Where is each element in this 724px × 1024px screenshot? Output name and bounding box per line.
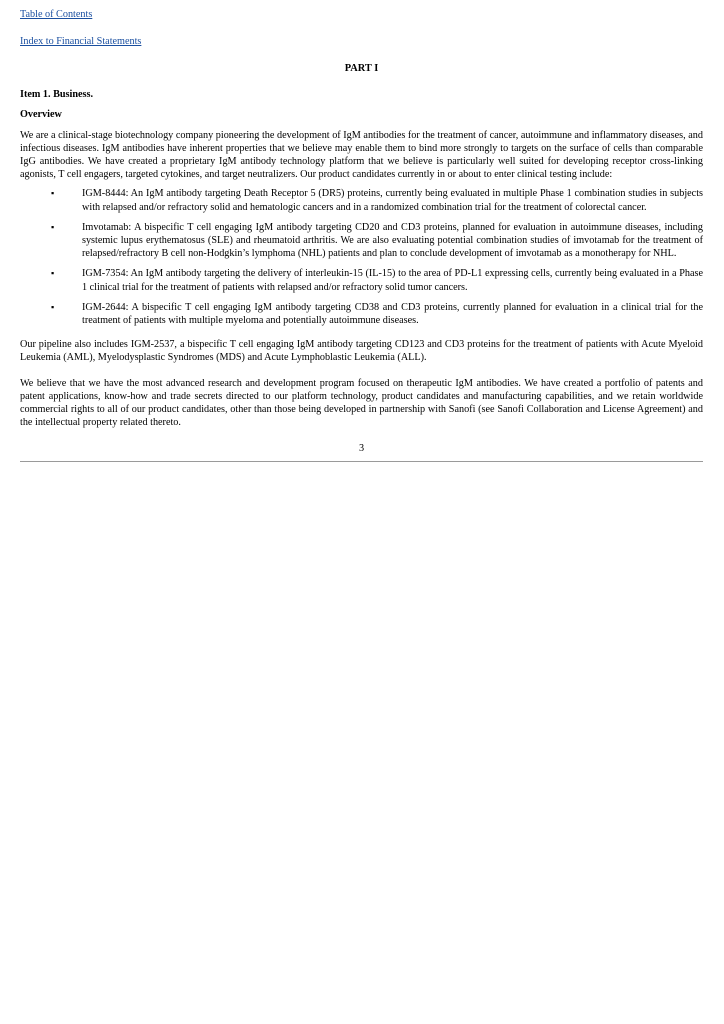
bullet-icon: ▪ — [51, 221, 55, 232]
page-number: 3 — [358, 443, 365, 455]
list-item — [20, 187, 703, 213]
ip-paragraph: We believe that we have the most advanced research and development program focused on therapeutic IgM antibodies. We have created a portfolio of patents and patent applications, know-how and trade secrets directed to our platform technology, product candidates and manufacturing capabilities, and we retain worldwide commercial rights to all of our product candidates, other than those being developed in partnership with Sanofi (see Sanofi Collaboration and License Agreement) and the intellectual property related thereto. — [20, 377, 703, 429]
candidate-text: IGM-2644: A bispecific T cell engaging IgM antibody targeting CD38 and CD3 proteins, currently planned for evaluation in a clinical trial for the treatment of patients with multiple myeloma and potentially autoimmune diseases. — [82, 301, 703, 327]
list-item — [20, 267, 703, 293]
candidate-text: IGM-7354: An IgM antibody targeting the delivery of interleukin-15 (IL-15) to the area of PD-L1 expressing cells, currently being evaluated in a Phase 1 clinical trial for the treatment of patients with relapsed and/or refractory solid tumor cancers. — [82, 268, 703, 293]
pipeline-paragraph: Our pipeline also includes IGM-2537, a bispecific T cell engaging IgM antibody targeting CD123 and CD3 proteins for the treatment of patients with Acute Myeloid Leukemia (AML), Myelodysplastic Syndromes (MDS) and Acute Lymphoblastic Leukemia (ALL). — [20, 339, 703, 364]
intro-paragraph: We are a clinical-stage biotechnology company pioneering the development of IgM antibodies for the treatment of cancer, autoimmune and inflammatory diseases, and infectious diseases. IgM antibodies have inherent properties that we believe may enable them to bind more strongly to targets on the surface of cells than comparable IgG antibodies. We have created a proprietary IgM antibody technology platform that we believe is particularly well suited for developing receptor cross-linking agonists, T cell engagers, targeted cytokines, and target neutralizers. Our product candidates currently in or about to enter clinical testing include: — [20, 129, 703, 181]
bullet-icon: ▪ — [51, 188, 55, 199]
bullet-icon: ▪ — [51, 268, 55, 279]
page-divider — [20, 461, 703, 462]
table-of-contents-link[interactable]: Table of Contents — [20, 9, 93, 20]
list-item — [20, 301, 703, 327]
index-to-financial-statements-link[interactable]: Index to Financial Statements — [20, 36, 142, 47]
list-item — [20, 221, 703, 261]
overview-heading: Overview — [20, 109, 62, 121]
bullet-icon: ▪ — [51, 301, 55, 312]
candidate-text: Imvotamab: A bispecific T cell engaging IgM antibody targeting CD20 and CD3 proteins, planned for evaluation in autoimmune diseases, including systemic lupus erythematosus (SLE) and rheumatoid arthritis. We are also evaluating potential combination studies of imvotamab for the treatment of relapsed/refractory B cell non-Hodgkin’s lymphoma (NHL) patients and plan to conclude development of imvotamab as a monotherapy for NHL. — [82, 221, 703, 260]
document-page — [20, 8, 703, 467]
part-heading: PART I — [344, 63, 379, 74]
candidate-text: IGM-8444: An IgM antibody targeting Death Receptor 5 (DR5) proteins, currently being evaluated in multiple Phase 1 combination studies in subjects with relapsed and/or refractory solid and hematologic cancers and in a randomized combination trial for the treatment of colorectal cancer. — [82, 188, 703, 213]
item-heading: Item 1. Business. — [20, 89, 94, 101]
product-candidate-list — [20, 187, 703, 327]
